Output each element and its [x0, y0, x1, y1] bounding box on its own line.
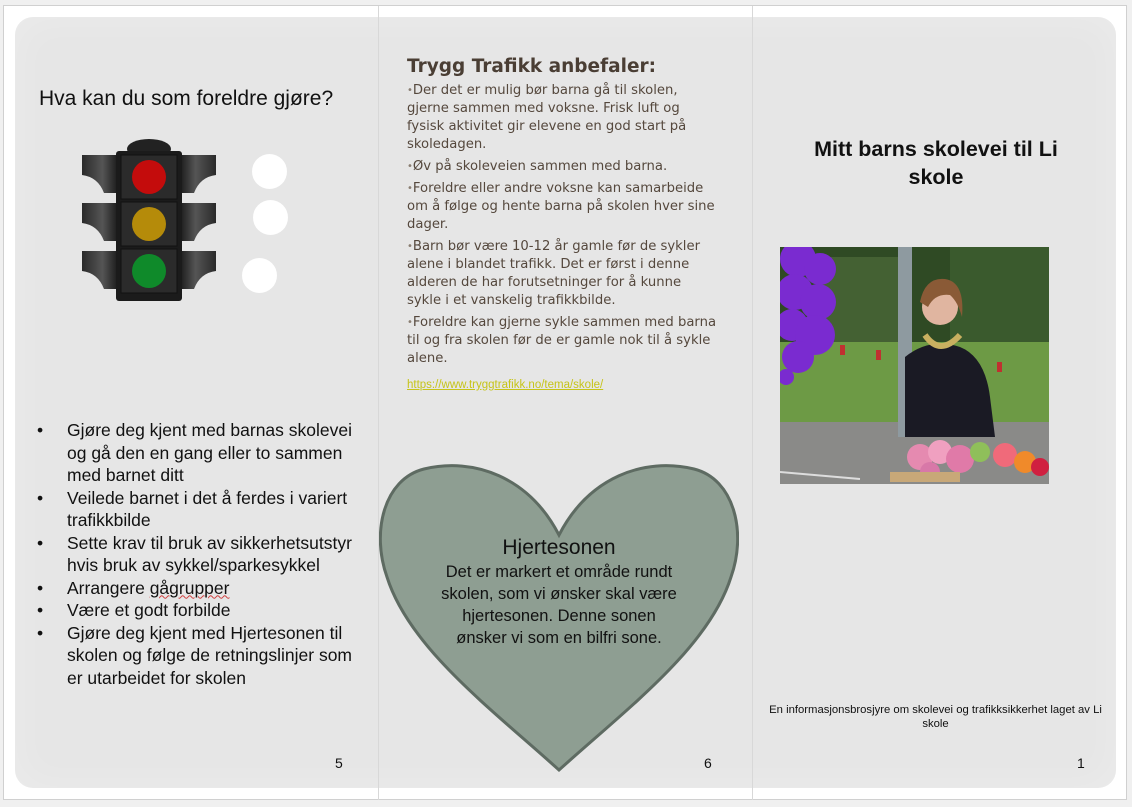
list-item: •Øv på skoleveien sammen med barna.: [407, 159, 668, 174]
white-dot: [242, 258, 277, 293]
parent-tips-list: [35, 419, 365, 689]
white-dot: [253, 200, 288, 235]
list-item: • Gjøre deg kjent med Hjertesonen til skolen og følge de retningslinjer som er utarbeidet for skolen: [35, 622, 365, 690]
panel-page-5: [15, 17, 378, 788]
trygg-trafikk-heading: Trygg Trafikk anbefaler:: [407, 56, 657, 77]
recommendations-list: [407, 82, 717, 372]
page-number: 1: [1077, 755, 1085, 771]
cover-title: Mitt barns skolevei til Li skole: [814, 137, 1058, 189]
list-item-text: Øv på skoleveien sammen med barna.: [412, 159, 668, 174]
list-item: •Foreldre kan gjerne sykle sammen med barna til og fra skolen før de er gamle nok til å sykle alene.: [407, 315, 717, 366]
speaker-photo: [780, 247, 1049, 484]
list-item: •Der det er mulig bør barna gå til skolen, gjerne sammen med voksne. Frisk luft og fysisk aktivitet gir elevene en god start på skoledagen.: [407, 83, 687, 152]
panel-page-1: [753, 17, 1116, 788]
trygg-trafikk-link[interactable]: https://www.tryggtrafikk.no/tema/skole/: [407, 379, 604, 391]
white-dot: [252, 154, 287, 189]
list-item-text: Barn bør være 10-12 år gamle før de sykler alene i blandet trafikk. Det er først i denne alderen de har forutsetninger for å kunne sykle i et vanskelig trafikkbilde.: [407, 239, 701, 308]
red-light: [132, 160, 166, 194]
green-light: [132, 254, 166, 288]
page-number: 6: [704, 755, 712, 771]
list-item-text: Der det er mulig bør barna gå til skolen, gjerne sammen med voksne. Frisk luft og fysisk aktivitet gir elevene en god start på skoledagen.: [407, 83, 687, 152]
heart-text: [439, 535, 679, 649]
list-item-text: Foreldre eller andre voksne kan samarbeide om å følge og hente barna på skolen hver sine dager.: [407, 181, 715, 232]
list-item: •Foreldre eller andre voksne kan samarbeide om å følge og hente barna på skolen hver sine dager.: [407, 181, 715, 232]
list-item: • Sette krav til bruk av sikkerhetsutstyr hvis bruk av sykkel/sparkesykkel: [35, 532, 365, 577]
list-item: [35, 577, 365, 600]
page-number: 5: [335, 755, 343, 771]
list-item: • Være et godt forbilde: [35, 599, 365, 622]
list-item-text: Foreldre kan gjerne sykle sammen med barna til og fra skolen før de er gamle nok til å sykle alene.: [407, 315, 717, 366]
panel-page-6: [379, 17, 752, 788]
hjertesonen-heading: Hjertesonen: [502, 536, 616, 559]
yellow-light: [132, 207, 166, 241]
list-item: •Barn bør være 10-12 år gamle før de sykler alene i blandet trafikk. Det er først i denne alderen de har forutsetninger for å kunne sykle i et vanskelig trafikkbilde.: [407, 239, 701, 308]
list-item-text: Arrangere: [67, 577, 150, 598]
list-item: • Veilede barnet i det å ferdes i variert trafikkbilde: [35, 487, 365, 532]
list-item: • Gjøre deg kjent med barnas skolevei og gå den en gang eller to sammen med barnet ditt: [35, 419, 365, 487]
traffic-light-icon: [80, 137, 220, 302]
hjertesonen-description: Det er markert et område rundt skolen, som vi ønsker skal være hjertesonen. Denne sonen ønsker vi som en bilfri sone.: [441, 563, 677, 647]
brochure-subtitle: En informasjonsbrosjyre om skolevei og trafikksikkerhet laget av Li skole: [769, 704, 1102, 730]
parents-heading: Hva kan du som foreldre gjøre?: [39, 87, 334, 110]
spellcheck-flagged-word: gågrupper: [149, 577, 230, 598]
